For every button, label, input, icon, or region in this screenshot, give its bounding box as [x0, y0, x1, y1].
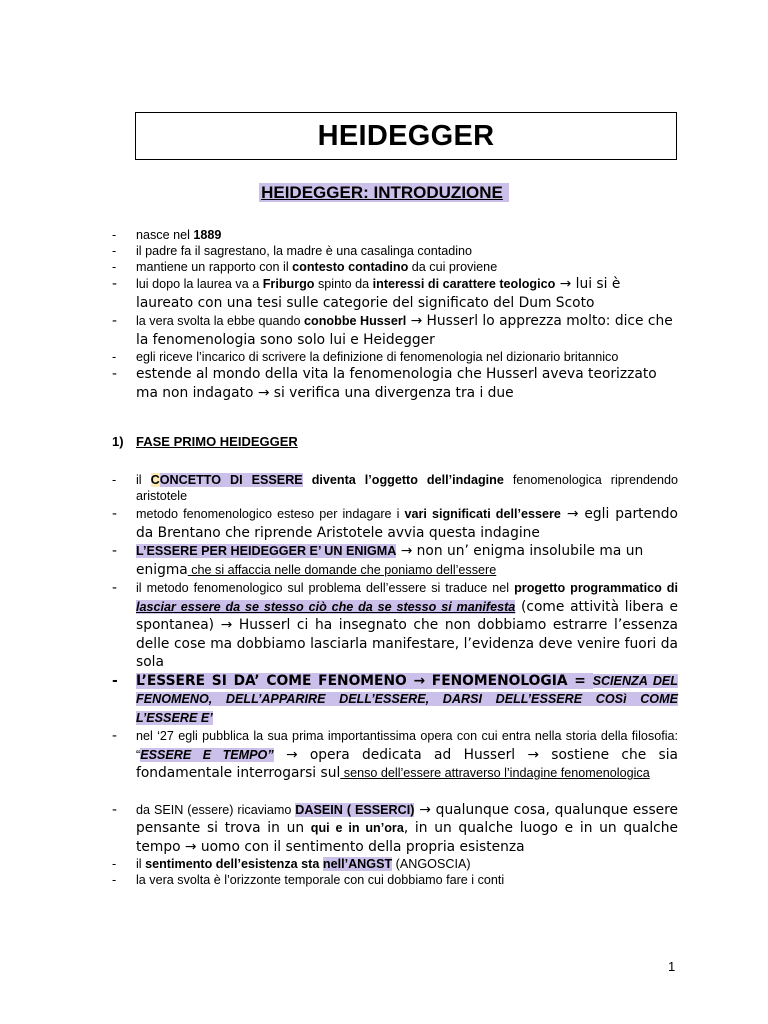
item-bold: sentimento dell’esistenza sta: [145, 857, 323, 871]
fase-item-angst: [112, 856, 678, 872]
intro-item-text: egli riceve l’incarico di scrivere la definizione di fenomenologia nel dizionario britannico: [136, 350, 619, 364]
intro-item-text: → Husserl lo apprezza molto: dice che la fenomenologia sono solo lui e Heidegger: [136, 313, 673, 348]
section-title: FASE PRIMO HEIDEGGER: [136, 434, 298, 449]
fase-item-enigma: [112, 542, 678, 579]
fase-list: [112, 472, 678, 888]
page-number: 1: [668, 959, 676, 974]
intro-item-text: → lui si è laureato con una tesi sulle categorie del significato del Dum Scoto: [136, 276, 621, 311]
fase-item-dasein: [112, 801, 678, 857]
section-number: 1): [112, 434, 124, 449]
item-highlight: nell’ANGST: [322, 857, 393, 871]
intro-item-text: il padre fa il sagrestano, la madre è una casalinga contadino: [136, 244, 473, 258]
fase-item-essere-tempo: [112, 727, 678, 783]
item-bold: qui e in un’ora: [310, 821, 404, 835]
intro-item-context: [112, 259, 678, 275]
intro-item-text: la vera svolta la ebbe quando: [136, 314, 305, 328]
item-text: (come attività libera e spontanea) → Husserl ci ha insegnato che non dobbiamo estrarre l’essenza delle cose ma dobbiamo lasciarla manifestare, l’evidenza deve venire fuori da sola: [136, 598, 678, 670]
intro-item-bold: 1889: [193, 228, 222, 242]
item-text: il: [136, 473, 151, 487]
item-highlight: SCIENZA DEL FENOMENO, DELL’APPARIRE DELL’ESSERE, DARSI DELL’ESSERE COSì COME L’ESSERE E’: [136, 673, 679, 725]
item-text: , in un qualche luogo e in un qualche tempo → uomo con il sentimento della propria esistenza: [136, 820, 678, 855]
intro-item-text: spinto da: [314, 277, 373, 291]
intro-item-text: da cui proviene: [408, 260, 498, 274]
fase-item-progetto: [112, 579, 678, 672]
section-heading: [112, 434, 298, 449]
intro-item-bold: conobbe Husserl: [304, 314, 407, 328]
item-bold: diventa l’oggetto dell’indagine: [302, 473, 504, 487]
intro-item-bold: interessi di carattere teologico: [372, 277, 556, 291]
intro-item-parents: [112, 243, 678, 259]
item-text: (ANGOSCIA): [392, 857, 471, 871]
item-highlight: C: [150, 473, 160, 487]
intro-item-friburgo: [112, 275, 678, 312]
item-underlined: senso dell’essere attraverso l’indagine fenomenologica: [340, 766, 650, 780]
intro-item-bold: contesto contadino: [292, 260, 409, 274]
item-text: → non un’ enigma insolubile ma un enigma: [136, 543, 644, 578]
intro-item-husserl: [112, 312, 678, 349]
intro-item-bold: Friburgo: [262, 277, 315, 291]
item-bold: progetto programmatico di: [514, 581, 678, 595]
item-text: metodo fenomenologico esteso per indagare i: [136, 507, 405, 521]
intro-item-dictionary: [112, 349, 678, 365]
item-text: → qualunque cosa, qualunque essere pensante si trova in un: [136, 801, 678, 836]
intro-item-text: estende al mondo della vita la fenomenologia che Husserl aveva teorizzato ma non indagato → si verifica una divergenza tra i due: [136, 366, 657, 401]
fase-item-orizzonte: [112, 872, 678, 888]
intro-item-text: nasce nel: [136, 228, 194, 242]
item-underlined: che si affaccia nelle domande che poniamo dell’essere: [187, 562, 497, 577]
item-text: → egli partendo da Brentano che riprende Aristotele avvia questa indagine: [136, 506, 678, 541]
intro-item-birth: [112, 227, 678, 243]
item-highlight: DASEIN ( ESSERCI): [295, 802, 415, 817]
item-text: fenomenologica riprendendo aristotele: [136, 473, 678, 503]
item-text: da SEIN (essere) ricaviamo: [136, 802, 296, 817]
item-highlight: lasciar essere da se stesso ciò che da se stesso si manifesta: [136, 599, 516, 614]
item-highlight: ONCETTO DI ESSERE: [159, 473, 303, 487]
title-box: [135, 112, 677, 160]
intro-item-text: lui dopo la laurea va a: [136, 277, 263, 291]
intro-list: [112, 227, 678, 402]
item-text: il metodo fenomenologico sul problema dell’essere si traduce nel: [136, 581, 515, 595]
fase-item-fenomeno: [112, 672, 678, 728]
item-highlight: L’ESSERE PER HEIDEGGER E’ UN ENIGMA: [136, 544, 397, 558]
intro-item-text: mantiene un rapporto con il: [136, 260, 293, 274]
item-text: nel ‘27 egli pubblica la sua prima importantissima opera con cui entra nella storia della filosofia: “: [136, 729, 678, 762]
fase-item-metodo: [112, 505, 678, 542]
item-text: il: [136, 857, 146, 871]
fase-item-concetto: [112, 472, 678, 504]
subtitle: HEIDEGGER: INTRODUZIONE: [259, 183, 509, 202]
document-title: HEIDEGGER: [317, 119, 495, 152]
item-text: → opera dedicata ad Husserl → sostiene che sia fondamentale interrogarsi sul: [136, 746, 678, 781]
item-highlight: ESSERE E TEMPO”: [140, 747, 274, 762]
item-highlight: L’ESSERE SI DA’ COME FENOMENO → FENOMENOLOGIA =: [136, 672, 593, 689]
item-text: la vera svolta è l’orizzonte temporale con cui dobbiamo fare i conti: [136, 873, 505, 887]
subtitle-row: [0, 183, 768, 203]
item-bold: vari significati dell’essere: [404, 507, 561, 521]
intro-item-divergence: [112, 365, 678, 402]
